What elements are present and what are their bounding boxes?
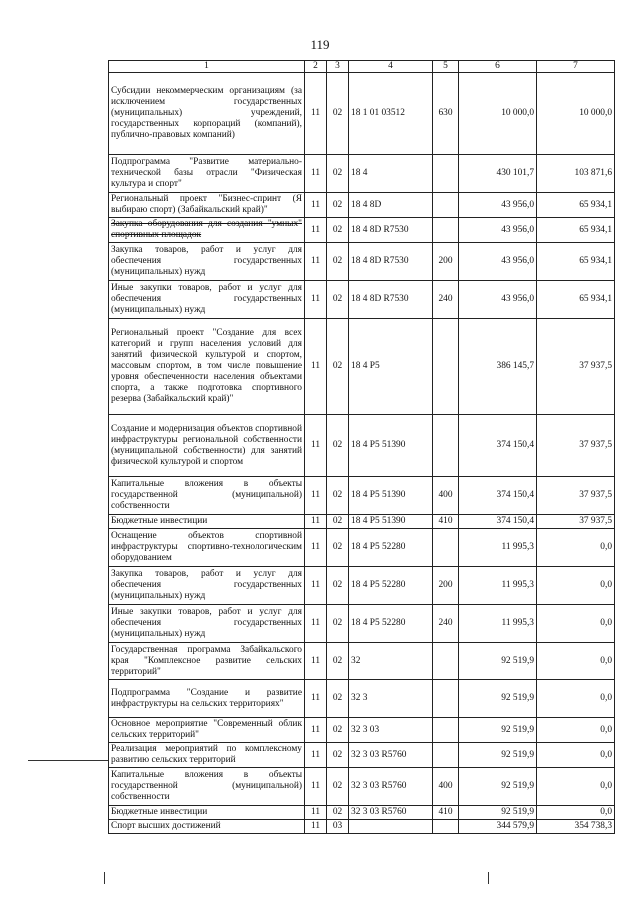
amount-col7-cell: 0,0 — [537, 567, 615, 605]
amount-col6-cell: 92 519,9 — [459, 768, 537, 806]
subsection-code-cell: 02 — [327, 768, 349, 806]
amount-col6-cell: 92 519,9 — [459, 806, 537, 820]
row-name-cell: Иные закупки товаров, работ и услуг для обеспечения государственных (муниципальных) нужд — [109, 281, 305, 319]
amount-col6-cell: 11 995,3 — [459, 605, 537, 643]
expense-type-cell — [433, 415, 459, 477]
table-row — [109, 73, 615, 155]
row-name-cell: Субсидии некоммерческим организациям (за исключением государственных (муниципальных) учреждений, государственных корпораций (компаний), публично-правовых компаний) — [109, 73, 305, 155]
expense-type-cell: 240 — [433, 281, 459, 319]
amount-col6-cell: 344 579,9 — [459, 820, 537, 834]
row-name-cell: Оснащение объектов спортивной инфраструктуры спортивно-технологическим оборудованием — [109, 529, 305, 567]
subsection-code-cell: 02 — [327, 243, 349, 281]
table-row — [109, 743, 615, 768]
expense-type-cell: 200 — [433, 243, 459, 281]
subsection-code-cell: 03 — [327, 820, 349, 834]
amount-col6-cell: 374 150,4 — [459, 415, 537, 477]
table-row — [109, 529, 615, 567]
amount-col7-cell: 10 000,0 — [537, 73, 615, 155]
row-name-cell: Региональный проект "Создание для всех категорий и групп населения условий для занятий физической культурой и спортом, массовым спортом, в том числе повышение уровня обеспеченности населения объектами спорта, а также подготовка спортивного резерва (Забайкальский край)" — [109, 319, 305, 415]
target-article-cell: 18 4 8D — [349, 193, 433, 218]
subsection-code-cell: 02 — [327, 193, 349, 218]
section-code-cell: 11 — [305, 319, 327, 415]
amount-col6-cell: 11 995,3 — [459, 567, 537, 605]
subsection-code-cell: 02 — [327, 680, 349, 718]
subsection-code-cell: 02 — [327, 743, 349, 768]
scan-mark — [28, 760, 108, 761]
row-name-cell: Бюджетные инвестиции — [109, 806, 305, 820]
amount-col6-cell: 10 000,0 — [459, 73, 537, 155]
table-row — [109, 281, 615, 319]
subsection-code-cell: 02 — [327, 643, 349, 680]
amount-col7-cell: 37 937,5 — [537, 477, 615, 515]
amount-col7-cell: 354 738,3 — [537, 820, 615, 834]
expense-type-cell: 400 — [433, 477, 459, 515]
row-name-cell: Иные закупки товаров, работ и услуг для обеспечения государственных (муниципальных) нужд — [109, 605, 305, 643]
section-code-cell: 11 — [305, 643, 327, 680]
column-header: 2 — [305, 61, 327, 73]
amount-col7-cell: 65 934,1 — [537, 193, 615, 218]
target-article-cell: 32 3 03 R5760 — [349, 743, 433, 768]
target-article-cell: 32 3 03 R5760 — [349, 768, 433, 806]
table-row — [109, 820, 615, 834]
amount-col7-cell: 0,0 — [537, 605, 615, 643]
row-name-cell: Капитальные вложения в объекты государственной (муниципальной) собственности — [109, 477, 305, 515]
target-article-cell: 32 3 03 R5760 — [349, 806, 433, 820]
expense-type-cell — [433, 820, 459, 834]
amount-col7-cell: 0,0 — [537, 680, 615, 718]
table-row — [109, 477, 615, 515]
amount-col7-cell: 103 871,6 — [537, 155, 615, 193]
subsection-code-cell: 02 — [327, 477, 349, 515]
subsection-code-cell: 02 — [327, 605, 349, 643]
column-header: 3 — [327, 61, 349, 73]
table-row — [109, 643, 615, 680]
target-article-cell: 32 3 03 — [349, 718, 433, 743]
amount-col7-cell: 0,0 — [537, 806, 615, 820]
amount-col6-cell: 11 995,3 — [459, 529, 537, 567]
section-code-cell: 11 — [305, 193, 327, 218]
expense-type-cell: 200 — [433, 567, 459, 605]
section-code-cell: 11 — [305, 218, 327, 243]
section-code-cell: 11 — [305, 605, 327, 643]
budget-table — [108, 60, 615, 834]
target-article-cell: 18 4 P5 52280 — [349, 605, 433, 643]
subsection-code-cell: 02 — [327, 806, 349, 820]
target-article-cell: 18 4 8D R7530 — [349, 218, 433, 243]
amount-col7-cell: 65 934,1 — [537, 218, 615, 243]
target-article-cell: 32 — [349, 643, 433, 680]
row-name-cell: Закупка товаров, работ и услуг для обеспечения государственных (муниципальных) нужд — [109, 567, 305, 605]
row-name-cell: Спорт высших достижений — [109, 820, 305, 834]
table-row — [109, 806, 615, 820]
table-body — [109, 73, 615, 834]
table-row — [109, 768, 615, 806]
section-code-cell: 11 — [305, 243, 327, 281]
amount-col6-cell: 43 956,0 — [459, 243, 537, 281]
expense-type-cell — [433, 680, 459, 718]
amount-col6-cell: 386 145,7 — [459, 319, 537, 415]
expense-type-cell: 240 — [433, 605, 459, 643]
amount-col7-cell: 0,0 — [537, 643, 615, 680]
row-name-cell: Государственная программа Забайкальского края "Комплексное развитие сельских территорий" — [109, 643, 305, 680]
row-name-cell: Закупка оборудования для создания "умных" спортивных площадок — [109, 218, 305, 243]
column-header: 6 — [459, 61, 537, 73]
column-header: 7 — [537, 61, 615, 73]
subsection-code-cell: 02 — [327, 73, 349, 155]
expense-type-cell — [433, 718, 459, 743]
table-row — [109, 155, 615, 193]
row-name-cell: Закупка товаров, работ и услуг для обеспечения государственных (муниципальных) нужд — [109, 243, 305, 281]
subsection-code-cell: 02 — [327, 319, 349, 415]
amount-col7-cell: 0,0 — [537, 768, 615, 806]
target-article-cell: 18 4 8D R7530 — [349, 243, 433, 281]
table-row — [109, 243, 615, 281]
subsection-code-cell: 02 — [327, 218, 349, 243]
section-code-cell: 11 — [305, 515, 327, 529]
subsection-code-cell: 02 — [327, 415, 349, 477]
expense-type-cell — [433, 743, 459, 768]
subsection-code-cell: 02 — [327, 155, 349, 193]
expense-type-cell: 400 — [433, 768, 459, 806]
amount-col6-cell: 92 519,9 — [459, 718, 537, 743]
amount-col6-cell: 92 519,9 — [459, 643, 537, 680]
row-name-cell: Реализация мероприятий по комплексному развитию сельских территорий — [109, 743, 305, 768]
row-name-cell: Капитальные вложения в объекты государственной (муниципальной) собственности — [109, 768, 305, 806]
table-row — [109, 218, 615, 243]
column-header: 1 — [109, 61, 305, 73]
row-name-cell: Основное мероприятие "Современный облик сельских территорий" — [109, 718, 305, 743]
target-article-cell: 32 3 — [349, 680, 433, 718]
expense-type-cell — [433, 319, 459, 415]
target-article-cell: 18 4 — [349, 155, 433, 193]
expense-type-cell — [433, 643, 459, 680]
section-code-cell: 11 — [305, 73, 327, 155]
amount-col6-cell: 92 519,9 — [459, 743, 537, 768]
column-header: 5 — [433, 61, 459, 73]
expense-type-cell — [433, 155, 459, 193]
table-row — [109, 680, 615, 718]
table-row — [109, 319, 615, 415]
table-row — [109, 515, 615, 529]
subsection-code-cell: 02 — [327, 529, 349, 567]
amount-col7-cell: 0,0 — [537, 718, 615, 743]
section-code-cell: 11 — [305, 567, 327, 605]
amount-col7-cell: 0,0 — [537, 743, 615, 768]
row-name-cell: Региональный проект "Бизнес-спринт (Я выбираю спорт) (Забайкальский край)" — [109, 193, 305, 218]
row-name-cell: Бюджетные инвестиции — [109, 515, 305, 529]
amount-col6-cell: 43 956,0 — [459, 281, 537, 319]
expense-type-cell: 410 — [433, 515, 459, 529]
row-name-cell: Подпрограмма "Развитие материально-технической базы отрасли "Физическая культура и спорт" — [109, 155, 305, 193]
expense-type-cell: 630 — [433, 73, 459, 155]
amount-col7-cell: 37 937,5 — [537, 515, 615, 529]
row-name-cell: Подпрограмма "Создание и развитие инфраструктуры на сельских территориях" — [109, 680, 305, 718]
target-article-cell: 18 1 01 03512 — [349, 73, 433, 155]
section-code-cell: 11 — [305, 806, 327, 820]
row-name-cell: Создание и модернизация объектов спортивной инфраструктуры региональной собственности (муниципальной собственности) для занятий физической культурой и спортом — [109, 415, 305, 477]
target-article-cell — [349, 820, 433, 834]
target-article-cell: 18 4 P5 51390 — [349, 415, 433, 477]
amount-col7-cell: 37 937,5 — [537, 415, 615, 477]
amount-col6-cell: 43 956,0 — [459, 193, 537, 218]
target-article-cell: 18 4 8D R7530 — [349, 281, 433, 319]
amount-col7-cell: 65 934,1 — [537, 243, 615, 281]
amount-col7-cell: 65 934,1 — [537, 281, 615, 319]
subsection-code-cell: 02 — [327, 515, 349, 529]
amount-col6-cell: 374 150,4 — [459, 515, 537, 529]
scan-mark — [488, 872, 489, 884]
amount-col7-cell: 0,0 — [537, 529, 615, 567]
subsection-code-cell: 02 — [327, 567, 349, 605]
target-article-cell: 18 4 P5 — [349, 319, 433, 415]
expense-type-cell — [433, 218, 459, 243]
table-row — [109, 718, 615, 743]
target-article-cell: 18 4 P5 51390 — [349, 515, 433, 529]
section-code-cell: 11 — [305, 415, 327, 477]
table-row — [109, 605, 615, 643]
column-header: 4 — [349, 61, 433, 73]
amount-col6-cell: 43 956,0 — [459, 218, 537, 243]
amount-col6-cell: 374 150,4 — [459, 477, 537, 515]
table-row — [109, 415, 615, 477]
amount-col6-cell: 430 101,7 — [459, 155, 537, 193]
target-article-cell: 18 4 P5 51390 — [349, 477, 433, 515]
section-code-cell: 11 — [305, 680, 327, 718]
amount-col7-cell: 37 937,5 — [537, 319, 615, 415]
section-code-cell: 11 — [305, 820, 327, 834]
section-code-cell: 11 — [305, 768, 327, 806]
section-code-cell: 11 — [305, 718, 327, 743]
target-article-cell: 18 4 P5 52280 — [349, 567, 433, 605]
section-code-cell: 11 — [305, 529, 327, 567]
section-code-cell: 11 — [305, 155, 327, 193]
scan-mark — [104, 872, 105, 884]
subsection-code-cell: 02 — [327, 718, 349, 743]
table-header-row — [109, 61, 615, 73]
expense-type-cell: 410 — [433, 806, 459, 820]
expense-type-cell — [433, 193, 459, 218]
page-number: 119 — [310, 37, 330, 52]
amount-col6-cell: 92 519,9 — [459, 680, 537, 718]
section-code-cell: 11 — [305, 743, 327, 768]
section-code-cell: 11 — [305, 281, 327, 319]
table-row — [109, 193, 615, 218]
expense-type-cell — [433, 529, 459, 567]
table-row — [109, 567, 615, 605]
section-code-cell: 11 — [305, 477, 327, 515]
subsection-code-cell: 02 — [327, 281, 349, 319]
target-article-cell: 18 4 P5 52280 — [349, 529, 433, 567]
